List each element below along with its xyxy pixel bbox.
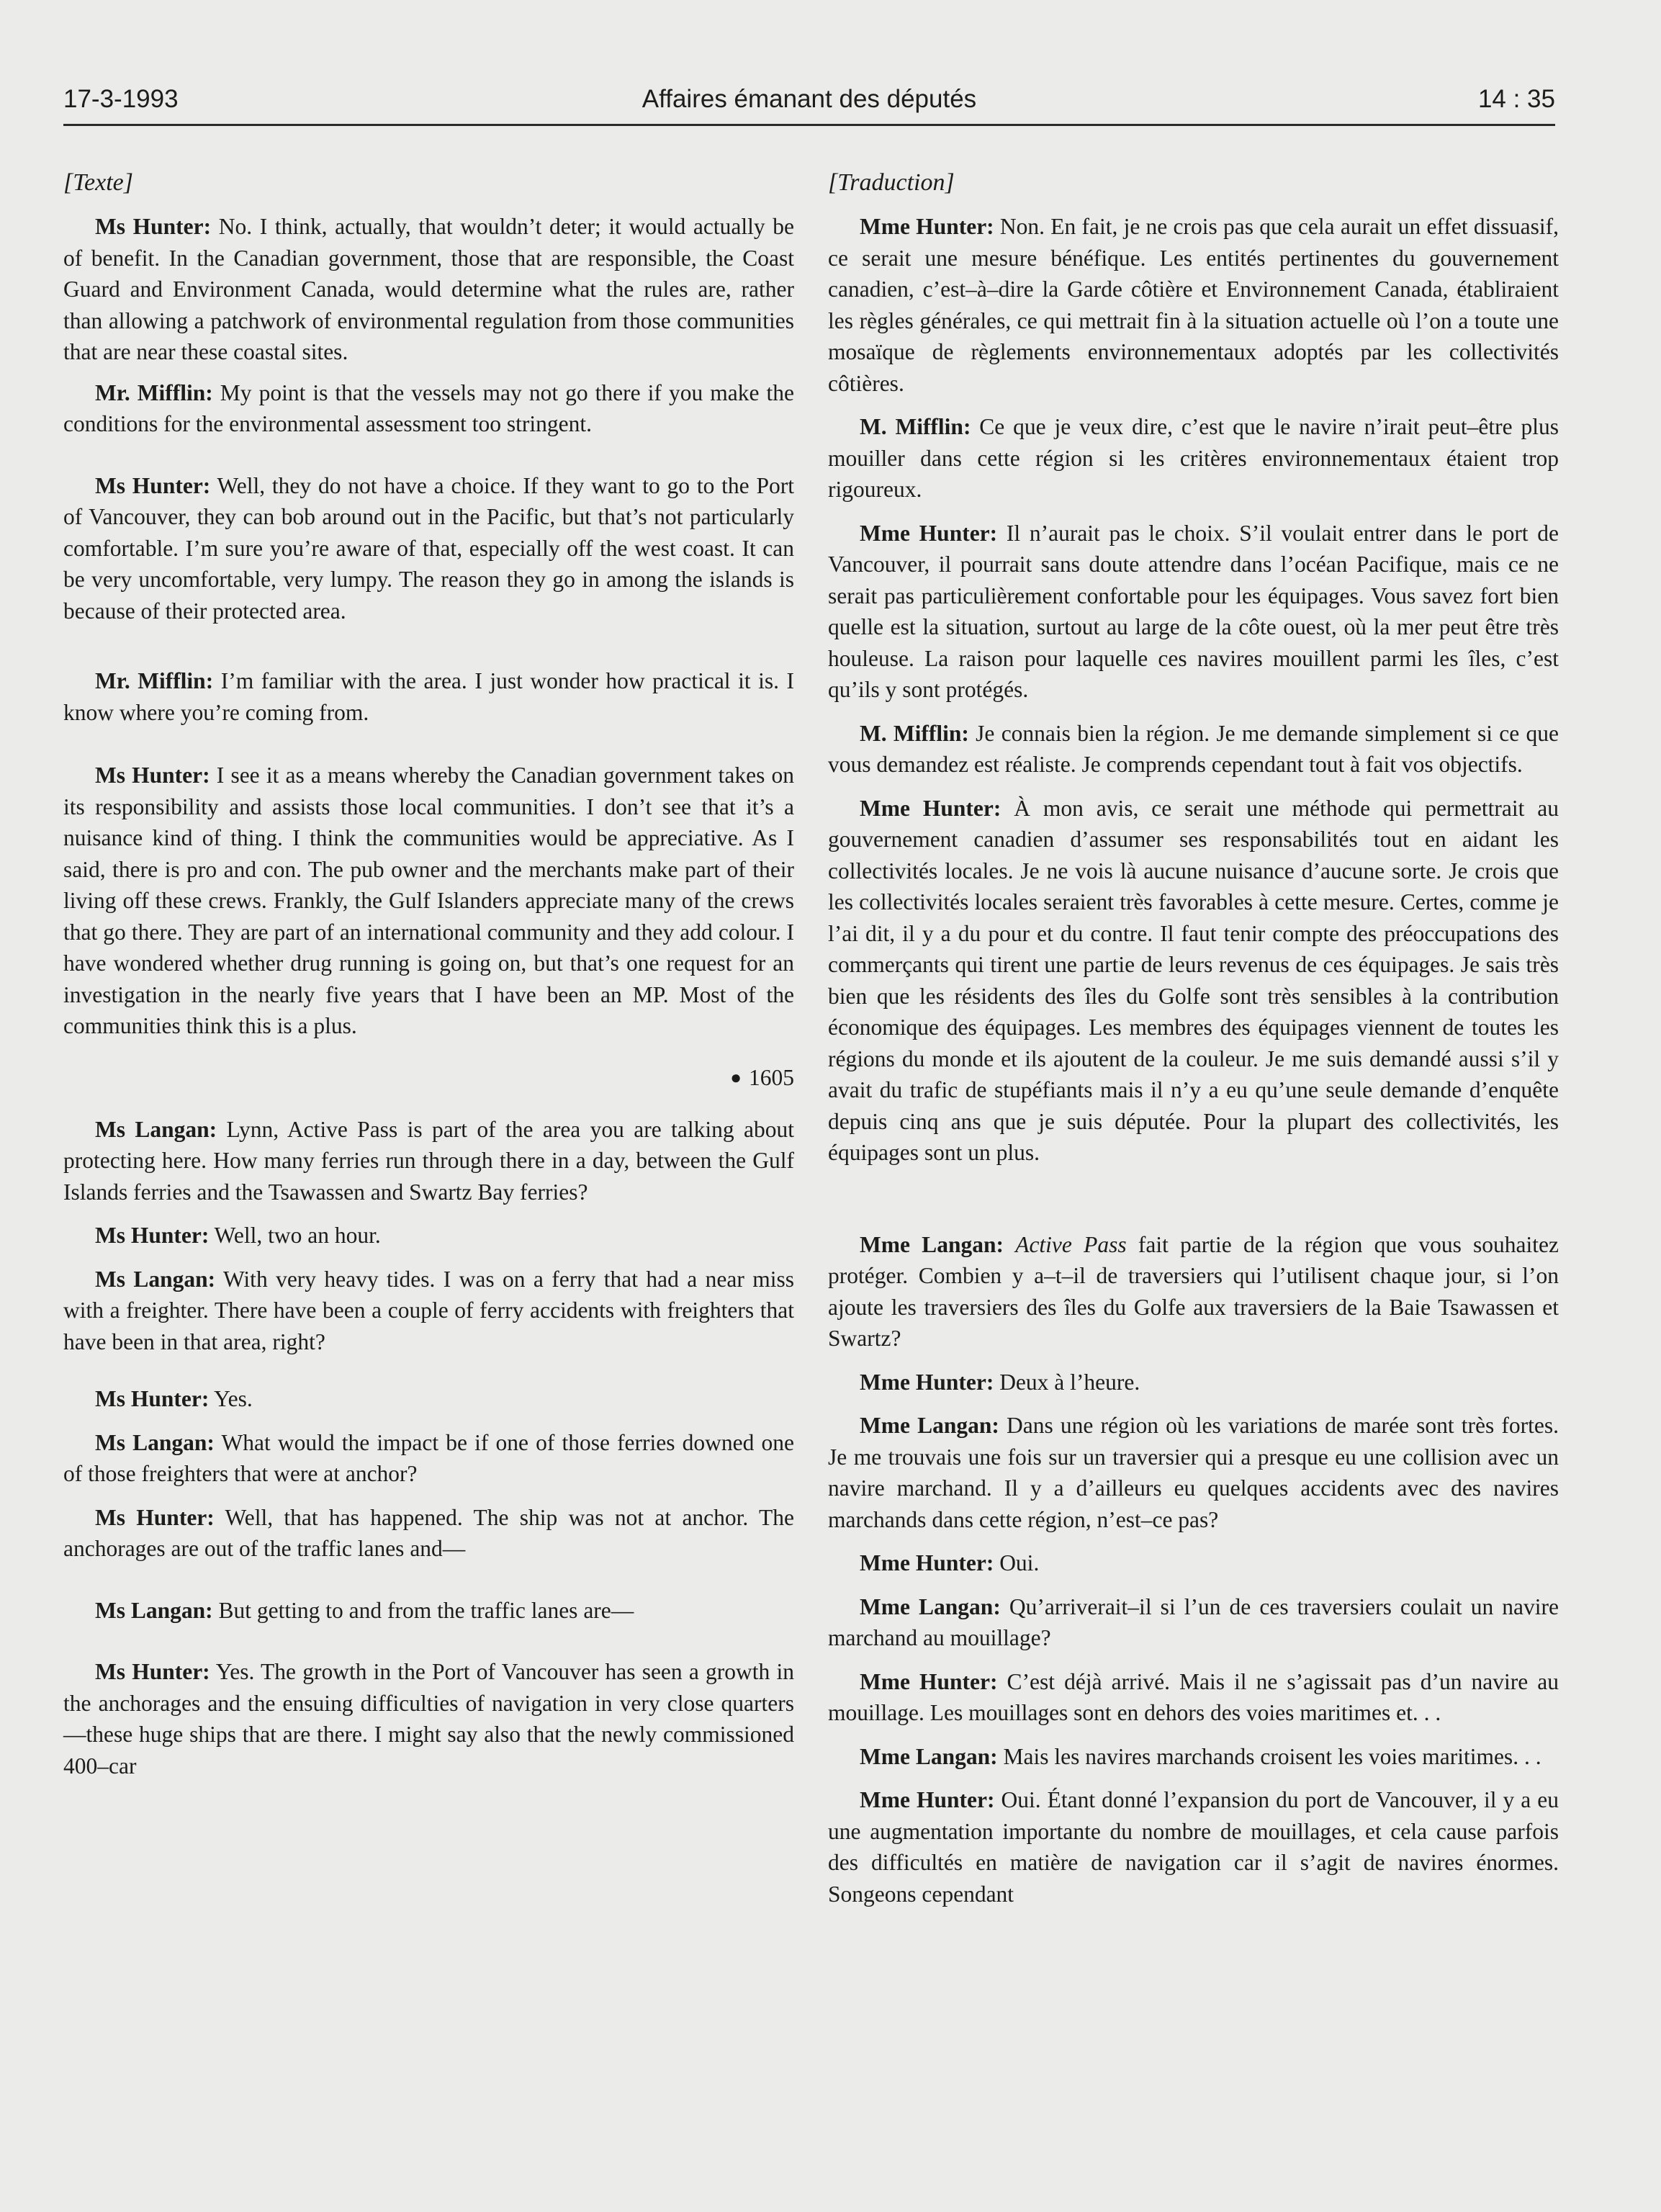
- page-header: [63, 81, 1555, 124]
- paragraph: [63, 1656, 794, 1781]
- header-title: Affaires émanant des députés: [642, 85, 977, 113]
- paragraph-text: Ce que je veux dire, c’est que le navire n’irait peut–être plus mouiller dans cette région si les critères environnementaux étaient trop rigoureux.: [828, 414, 1559, 502]
- paragraph: [63, 1427, 794, 1490]
- paragraph: [828, 1591, 1559, 1654]
- paragraph: [63, 377, 794, 440]
- paragraph: [828, 1410, 1559, 1535]
- paragraph: [828, 211, 1559, 399]
- paragraph: [63, 1595, 794, 1627]
- paragraph: [63, 1264, 794, 1358]
- speaker-name: Ms Hunter:: [95, 763, 210, 788]
- speaker-name: Ms Langan:: [95, 1429, 215, 1455]
- speaker-name: Ms Langan:: [95, 1266, 216, 1292]
- speaker-name: Mme Langan:: [860, 1743, 998, 1769]
- paragraph-text: C’est déjà arrivé. Mais il ne s’agissait pas d’un navire au mouillage. Les mouillages sont en dehors des voies maritimes et. . .: [828, 1668, 1559, 1725]
- paragraph: [63, 1114, 794, 1208]
- speaker-name: M. Mifflin:: [860, 414, 971, 439]
- paragraph-text: Dans une région où les variations de marée sont très fortes. Je me trouvais une fois sur un traversier qui a presque eu une collision avec un navire marchand. Il y a d’ailleurs eu quelques accidents avec des navires marchands dans cette région, n’est–ce pas?: [828, 1413, 1559, 1532]
- paragraph-text: Non. En fait, je ne crois pas que cela aurait un effet dissuasif, ce serait une mesure bénéfique. Les entités pertinentes du gouvernement canadien, c’est–à–dire la Garde côtière et Environnement Canada, établiraient les règles générales, ce qui mettrait fin à la situation actuelle où l’on a toute une mosaïque de règlements environnementaux adoptés par les collectivités côtières.: [828, 214, 1559, 396]
- speaker-name: Mme Hunter:: [860, 1369, 994, 1395]
- paragraph: [828, 718, 1559, 781]
- speaker-name: Ms Hunter:: [95, 472, 211, 498]
- speaker-name: Mme Hunter:: [860, 795, 1001, 821]
- paragraph-text: I see it as a means whereby the Canadian government takes on its responsibility and assists those local communities. I don’t see that it’s a nuisance kind of thing. I think the communities would be appreciative. As I said, there is pro and con. The pub owner and the merchants make part of their living off these crews. Frankly, the Gulf Islanders appreciate many of the crews that go there. They are part of an international community and they add colour. I have wondered whether drug running is going on, but that’s one request for an investigation in the nearly five years that I have been an MP. Most of the communities think this is a plus.: [63, 763, 794, 1038]
- paragraph: [828, 518, 1559, 706]
- english-column: [63, 169, 794, 1794]
- paragraph: [63, 760, 794, 1042]
- paragraph-text: Je connais bien la région. Je me demande simplement si ce que vous demandez est réaliste. Je comprends cependant tout à fait vos objectifs.: [828, 720, 1559, 777]
- paragraph-text: My point is that the vessels may not go there if you make the conditions for the environmental assessment too stringent.: [63, 379, 794, 436]
- paragraph: [63, 470, 794, 627]
- paragraph: [63, 665, 794, 728]
- paragraph-text: Oui. Étant donné l’expansion du port de Vancouver, il y a eu une augmentation importante du nombre de mouillages, et cela cause parfois des difficultés en matière de navigation car il s’agit de navires énormes. Songeons cependant: [828, 1787, 1559, 1907]
- speaker-name: Ms Langan:: [95, 1597, 213, 1623]
- paragraph-text: Well, that has happened. The ship was not at anchor. The anchorages are out of the traffic lanes and—: [63, 1504, 794, 1561]
- paragraph: [63, 1220, 794, 1251]
- column-label-traduction: [Traduction]: [828, 169, 955, 196]
- paragraph: [63, 1383, 794, 1415]
- speaker-name: Ms Hunter:: [95, 1659, 210, 1684]
- paragraph-text: No. I think, actually, that wouldn’t deter; it would actually be of benefit. In the Canadian government, those that are responsible, the Coast Guard and Environment Canada, would determine what the rules are, rather than allowing a patchwork of environmental regulation from those communities that are near these coastal sites.: [63, 214, 794, 364]
- paragraph-text: Yes. The growth in the Port of Vancouver has seen a growth in the anchorages and the ensuing difficulties of navigation in very close quarters—these huge ships that are there. I might say also that the newly commissioned 400–car: [63, 1659, 794, 1779]
- paragraph-text: fait partie de la région que vous souhaitez protéger. Combien y a–t–il de traversiers qui l’utilisent chaque jour, si l’on ajoute les traversiers des îles du Golfe aux traversiers de la Baie Tsawassen et Swartz?: [828, 1231, 1559, 1351]
- paragraph: [63, 211, 794, 368]
- speaker-name: Ms Hunter:: [95, 214, 212, 239]
- paragraph-text: With very heavy tides. I was on a ferry that had a near miss with a freighter. There have been a couple of ferry accidents with freighters that have been in that area, right?: [63, 1266, 794, 1354]
- paragraph-text: Deux à l’heure.: [994, 1369, 1140, 1395]
- speaker-name: Mr. Mifflin:: [95, 668, 214, 693]
- header-date: 17-3-1993: [63, 85, 179, 113]
- speaker-name: Mme Hunter:: [860, 1787, 995, 1812]
- speaker-name: Ms Hunter:: [95, 1223, 210, 1248]
- paragraph-text: À mon avis, ce serait une méthode qui permettrait au gouvernement canadien d’assumer ses responsabilités tout en aidant les collectivités locales. Je ne vois là aucune nuisance d’aucune sorte. Je crois que les collectivités locales seraient très favorables à cette mesure. Certes, comme je l’ai dit, il y a du pour et du contre. Il faut tenir compte des préoccupations des commerçants qui tirent une partie de leurs revenus de ces équipages. Je sais très bien que les résidents des îles du Golfe sont très sensibles à la contribution économique des équipages. Les membres des équipages viennent de toutes les régions du monde et ils ajoutent de la couleur. Je me suis demandé aussi s’il y avait du trafic de stupéfiants mais il n’y a eu qu’une seule demande d’enquête depuis cinq ans que je suis députée. Pour la plupart des collectivités, les équipages sont un plus.: [828, 795, 1559, 1165]
- paragraph: [828, 1666, 1559, 1729]
- speaker-name: Mme Hunter:: [860, 1550, 994, 1575]
- speaker-name: Mme Langan:: [860, 1413, 999, 1438]
- speaker-name: Mme Langan:: [860, 1593, 1001, 1619]
- bullet-icon: ●: [730, 1066, 742, 1088]
- speaker-name: Mme Langan:: [860, 1231, 1004, 1257]
- speaker-name: Ms Hunter:: [95, 1386, 210, 1411]
- paragraph: [828, 411, 1559, 505]
- paragraph: [63, 1502, 794, 1565]
- paragraph-text: I’m familiar with the area. I just wonder how practical it is. I know where you’re coming from.: [63, 668, 794, 725]
- paragraph-text: Lynn, Active Pass is part of the area you are talking about protecting here. How many ferries run through there in a day, between the Gulf Islands ferries and the Tsawassen and Swartz Bay ferries?: [63, 1116, 794, 1205]
- speaker-name: Ms Langan:: [95, 1116, 217, 1142]
- timestamp: [63, 1065, 794, 1091]
- paragraph: [828, 1784, 1559, 1910]
- paragraph: [828, 1229, 1559, 1354]
- speaker-name: Ms Hunter:: [95, 1504, 215, 1530]
- paragraph-text: Yes.: [209, 1386, 253, 1411]
- timestamp-value: 1605: [749, 1064, 794, 1090]
- paragraph-text: Well, two an hour.: [209, 1223, 381, 1248]
- header-page-number: 14 : 35: [1477, 85, 1555, 113]
- paragraph: [828, 1367, 1559, 1398]
- column-label-texte: [Texte]: [63, 169, 133, 196]
- speaker-name: Mme Hunter:: [860, 214, 994, 239]
- place-name: Active Pass: [1015, 1231, 1127, 1257]
- paragraph: [828, 1547, 1559, 1579]
- paragraph-text: Well, they do not have a choice. If they want to go to the Port of Vancouver, they can bob around out in the Pacific, but that’s not particularly comfortable. I’m sure you’re aware of that, especially off the west coast. It can be very uncomfortable, very lumpy. The reason they go in among the islands is because of their protected area.: [63, 472, 794, 624]
- speaker-name: Mme Hunter:: [860, 1668, 998, 1694]
- paragraph-text: Il n’aurait pas le choix. S’il voulait entrer dans le port de Vancouver, il pourrait sans doute attendre dans l’océan Pacifique, mais ce ne serait pas particulièrement confortable pour les équipages. Vous savez fort bien quelle est la situation, surtout au large de la côte ouest, où la mer peut être très houleuse. La raison pour laquelle ces navires mouillent parmi les îles, c’est qu’ils y sont protégés.: [828, 520, 1559, 702]
- paragraph-text: What would the impact be if one of those ferries downed one of those freighters that were at anchor?: [63, 1429, 794, 1486]
- paragraph: [828, 1741, 1559, 1773]
- paragraph: [828, 793, 1559, 1169]
- header-rule: [63, 124, 1555, 126]
- speaker-name: Mme Hunter:: [860, 520, 998, 546]
- speaker-name: Mr. Mifflin:: [95, 379, 213, 405]
- paragraph-text: Qu’arriverait–il si l’un de ces traversiers coulait un navire marchand au mouillage?: [828, 1593, 1559, 1650]
- paragraph-text: Mais les navires marchands croisent les voies maritimes. . .: [997, 1743, 1541, 1769]
- paragraph-text: But getting to and from the traffic lanes are—: [212, 1597, 634, 1623]
- french-column: [828, 169, 1559, 1922]
- speaker-name: M. Mifflin:: [860, 720, 969, 746]
- paragraph-text: Oui.: [994, 1550, 1040, 1575]
